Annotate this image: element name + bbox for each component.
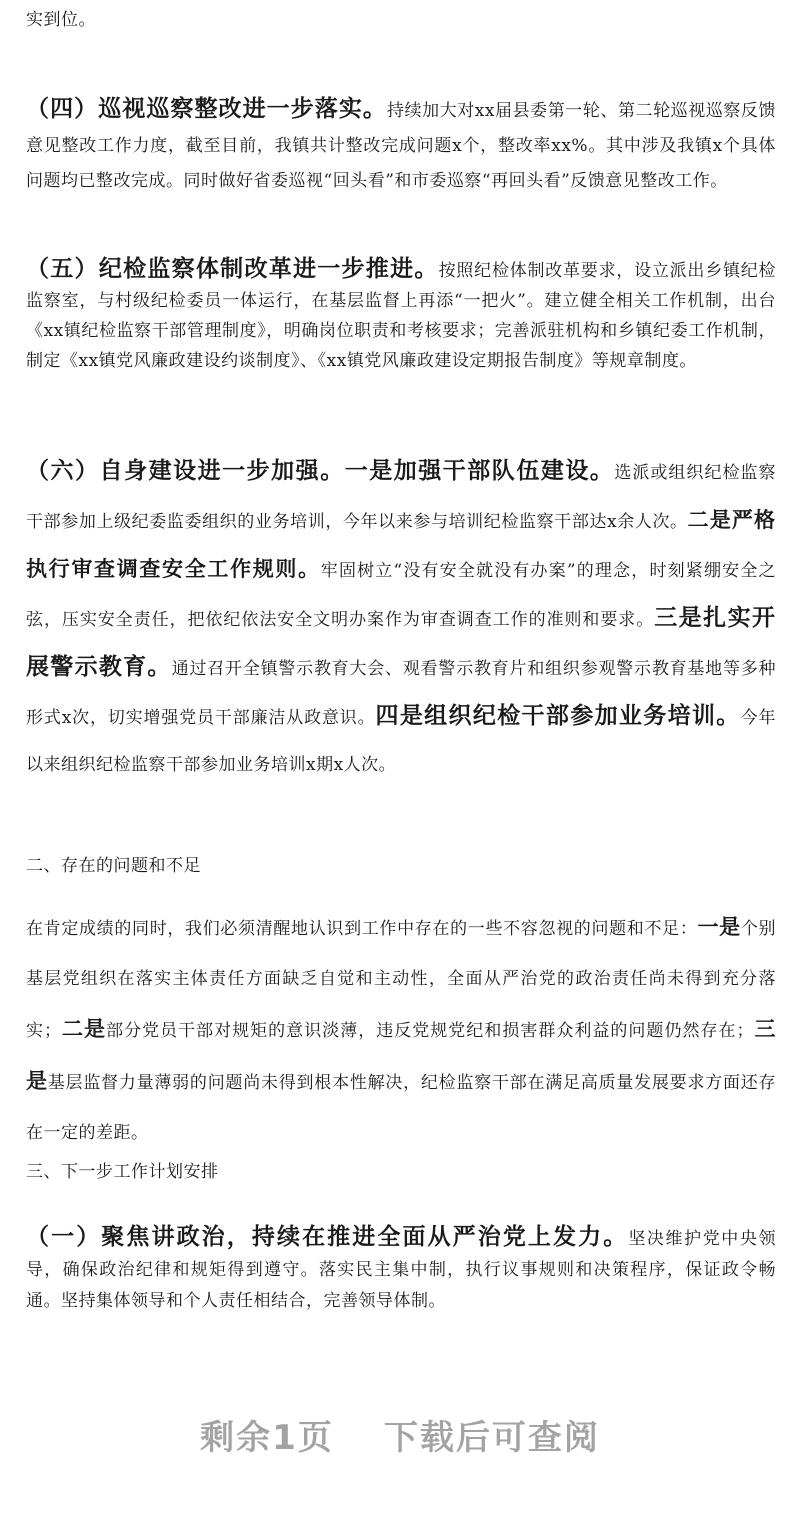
problems-kw1: 一是 [697,915,741,939]
plan-title: 三、下一步工作计划安排 [26,1162,219,1182]
plan-section-1 [26,1222,776,1317]
section-4-heading: （四）巡视巡察整改进一步落实。 [26,96,387,122]
section-6-text4: 今年以来组织纪检监察干部参加业务培训x期x人次。 [26,708,777,775]
download-prompt[interactable] [0,1410,800,1459]
section-6-text3: 通过召开全镇警示教育大会、观看警示教育片和组织参观警示教育基地等多种形式x次，切实增强党员干部廉洁从政意识。 [26,659,777,728]
problems-kw3: 三是 [26,1017,777,1093]
section-6 [26,448,776,789]
plan-body: 坚决维护党中央领导，确保政治纪律和规矩得到遵守。落实民主集中制，执行议事规则和决策程序，保证政令畅通。坚持集体领导和个人责任相结合，完善领导体制。 [26,1229,777,1311]
section-6-kw1: 一是加强干部队伍建设。 [344,458,615,484]
section-4-body: 持续加大对xx届县委第一轮、第二轮巡视巡察反馈意见整改工作力度，截至目前，我镇共计整改完成问题x个，整改率xx%。其中涉及我镇x个具体问题均已整改完成。同时做好省委巡视“回头看”和市委巡察“再回头看”反馈意见整改工作。 [26,101,776,191]
remaining-pages-label: 剩余1页 [200,1418,334,1458]
section-6-text1: 选派或组织纪检监察干部参加上级纪委监委组织的业务培训，今年以来参与培训纪检监察干部达x余人次。 [26,463,776,532]
section-5-heading: （五）纪检监察体制改革进一步推进。 [26,256,439,282]
problems-paragraph [26,902,776,1158]
problems-intro: 在肯定成绩的同时，我们必须清醒地认识到工作中存在的一些不容忽视的问题和不足： [26,919,698,939]
plan-heading: （一）聚焦讲政治，持续在推进全面从严治党上发力。 [26,1224,629,1250]
section-5 [26,254,776,376]
section-4 [26,92,776,199]
section-6-text2: 牢固树立“没有安全就没有办案”的理念，时刻紧绷安全之弦，压实安全责任，把依纪依法安全文明办案作为审查调查工作的准则和要求。 [26,561,776,630]
problems-kw2: 二是 [61,1017,107,1041]
section-5-body: 按照纪检体制改革要求，设立派出乡镇纪检监察室，与村级纪检委员一体运行，在基层监督上再添“一把火”。建立健全相关工作机制，出台《xx镇纪检监察干部管理制度》，明确岗位职责和考核要求；完善派驻机构和乡镇纪委工作机制，制定《xx镇党风廉政建设约谈制度》、《xx镇党风廉政建设定期报告制度》等规章制度。 [26,261,777,371]
section-6-kw2: 二是严格执行审查调查安全工作规则。 [26,508,776,581]
section-6-kw3: 三是扎实开展警示教育。 [26,605,777,680]
section-6-heading: （六）自身建设进一步加强。 [26,458,345,484]
problems-title: 二、存在的问题和不足 [26,856,201,876]
problems-text2: 部分党员干部对规矩的意识淡薄，违反党规党纪和损害群众利益的问题仍然存在； [106,1021,754,1041]
problems-text3: 基层监督力量薄弱的问题尚未得到根本性解决，纪检监察干部在满足高质量发展要求方面还存在一定的差距。 [26,1073,777,1143]
section-6-kw4: 四是组织纪检干部参加业务培训。 [375,703,741,729]
download-to-view-label: 下载后可查阅 [383,1418,600,1458]
top-fragment: 实到位。 [26,10,96,30]
problems-text1: 个别基层党组织在落实主体责任方面缺乏自觉和主动性，全面从严治党的政治责任尚未得到充分落实； [26,919,777,1041]
